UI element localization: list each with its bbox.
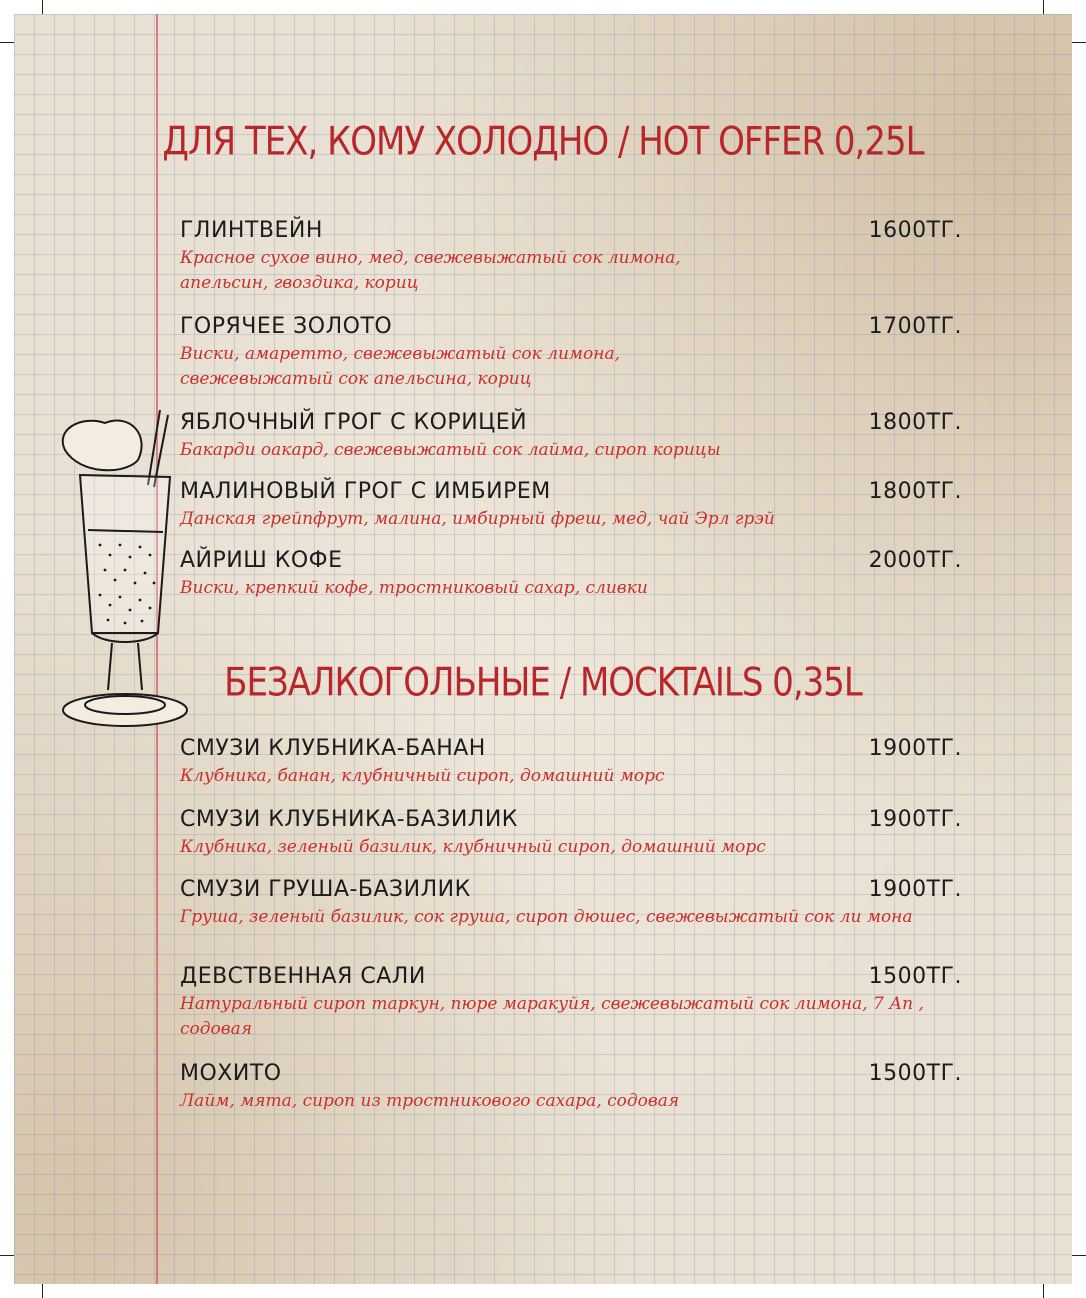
item-price: 1500ТГ. bbox=[868, 1061, 962, 1086]
crop-mark bbox=[42, 0, 43, 14]
item-name: ГОРЯЧЕЕ ЗОЛОТО bbox=[180, 314, 393, 339]
item-description: Клубника, зеленый базилик, клубничный сироп, домашний морс bbox=[180, 837, 766, 857]
item-price: 1600ТГ. bbox=[868, 218, 962, 243]
item-description: Виски, амаретто, свежевыжатый сок лимона, свежевыжатый сок апельсина, кориц bbox=[180, 344, 620, 389]
menu-item bbox=[180, 1061, 962, 1114]
item-price: 1900ТГ. bbox=[868, 877, 962, 902]
crop-mark bbox=[0, 42, 14, 43]
crop-mark bbox=[1043, 1284, 1044, 1298]
item-name: СМУЗИ ГРУША-БАЗИЛИК bbox=[180, 877, 471, 902]
item-price: 1800ТГ. bbox=[868, 479, 962, 504]
item-name: СМУЗИ КЛУБНИКА-БАЗИЛИК bbox=[180, 807, 518, 832]
item-name: ГЛИНТВЕЙН bbox=[180, 218, 323, 243]
item-price: 2000ТГ. bbox=[868, 548, 962, 573]
item-description: Лайм, мята, сироп из тростникового сахара, содовая bbox=[180, 1091, 680, 1111]
item-description: Натуральный сироп таркун, пюре маракуйя, свежевыжатый сок лимона, 7 Ап , содовая bbox=[180, 994, 924, 1039]
crop-mark bbox=[1043, 0, 1044, 14]
menu-item bbox=[180, 314, 962, 392]
item-price: 1800ТГ. bbox=[868, 410, 962, 435]
item-name: АЙРИШ КОФЕ bbox=[180, 548, 343, 573]
crop-mark bbox=[1072, 1255, 1086, 1256]
item-description: Груша, зеленый базилик, сок груша, сироп дюшес, свежевыжатый сок ли мона bbox=[180, 907, 913, 927]
crop-mark bbox=[1072, 42, 1086, 43]
item-description: Клубника, банан, клубничный сироп, домашний морс bbox=[180, 766, 665, 786]
section-title-hot-offer: ДЛЯ ТЕХ, КОМУ ХОЛОДНО / HOT OFFER 0,25L bbox=[162, 119, 924, 165]
crop-mark bbox=[42, 1284, 43, 1298]
item-description: Бакарди оакард, свежевыжатый сок лайма, сироп корицы bbox=[180, 440, 721, 460]
menu-item bbox=[180, 479, 962, 532]
menu-item bbox=[180, 877, 962, 930]
menu-item bbox=[180, 410, 962, 463]
menu-item bbox=[180, 218, 962, 296]
item-price: 1900ТГ. bbox=[868, 807, 962, 832]
menu-item bbox=[180, 548, 962, 601]
item-name: ДЕВСТВЕННАЯ САЛИ bbox=[180, 964, 426, 989]
crop-mark bbox=[0, 1255, 14, 1256]
item-price: 1700ТГ. bbox=[868, 314, 962, 339]
item-price: 1900ТГ. bbox=[868, 736, 962, 761]
item-description: Данская грейпфрут, малина, имбирный фреш, мед, чай Эрл грэй bbox=[180, 509, 775, 529]
menu-item bbox=[180, 736, 962, 789]
section-title-mocktails: БЕЗАЛКОГОЛЬНЫЕ / MOCKTAILS 0,35L bbox=[224, 660, 862, 706]
item-name: ЯБЛОЧНЫЙ ГРОГ С КОРИЦЕЙ bbox=[180, 410, 528, 435]
menu-item bbox=[180, 964, 962, 1042]
item-name: МАЛИНОВЫЙ ГРОГ С ИМБИРЕМ bbox=[180, 479, 551, 504]
item-name: МОХИТО bbox=[180, 1061, 282, 1086]
item-description: Красное сухое вино, мед, свежевыжатый сок лимона, апельсин, гвоздика, кориц bbox=[180, 248, 681, 293]
item-price: 1500ТГ. bbox=[868, 964, 962, 989]
item-description: Виски, крепкий кофе, тростниковый сахар, сливки bbox=[180, 578, 648, 598]
menu-item bbox=[180, 807, 962, 860]
item-name: СМУЗИ КЛУБНИКА-БАНАН bbox=[180, 736, 486, 761]
